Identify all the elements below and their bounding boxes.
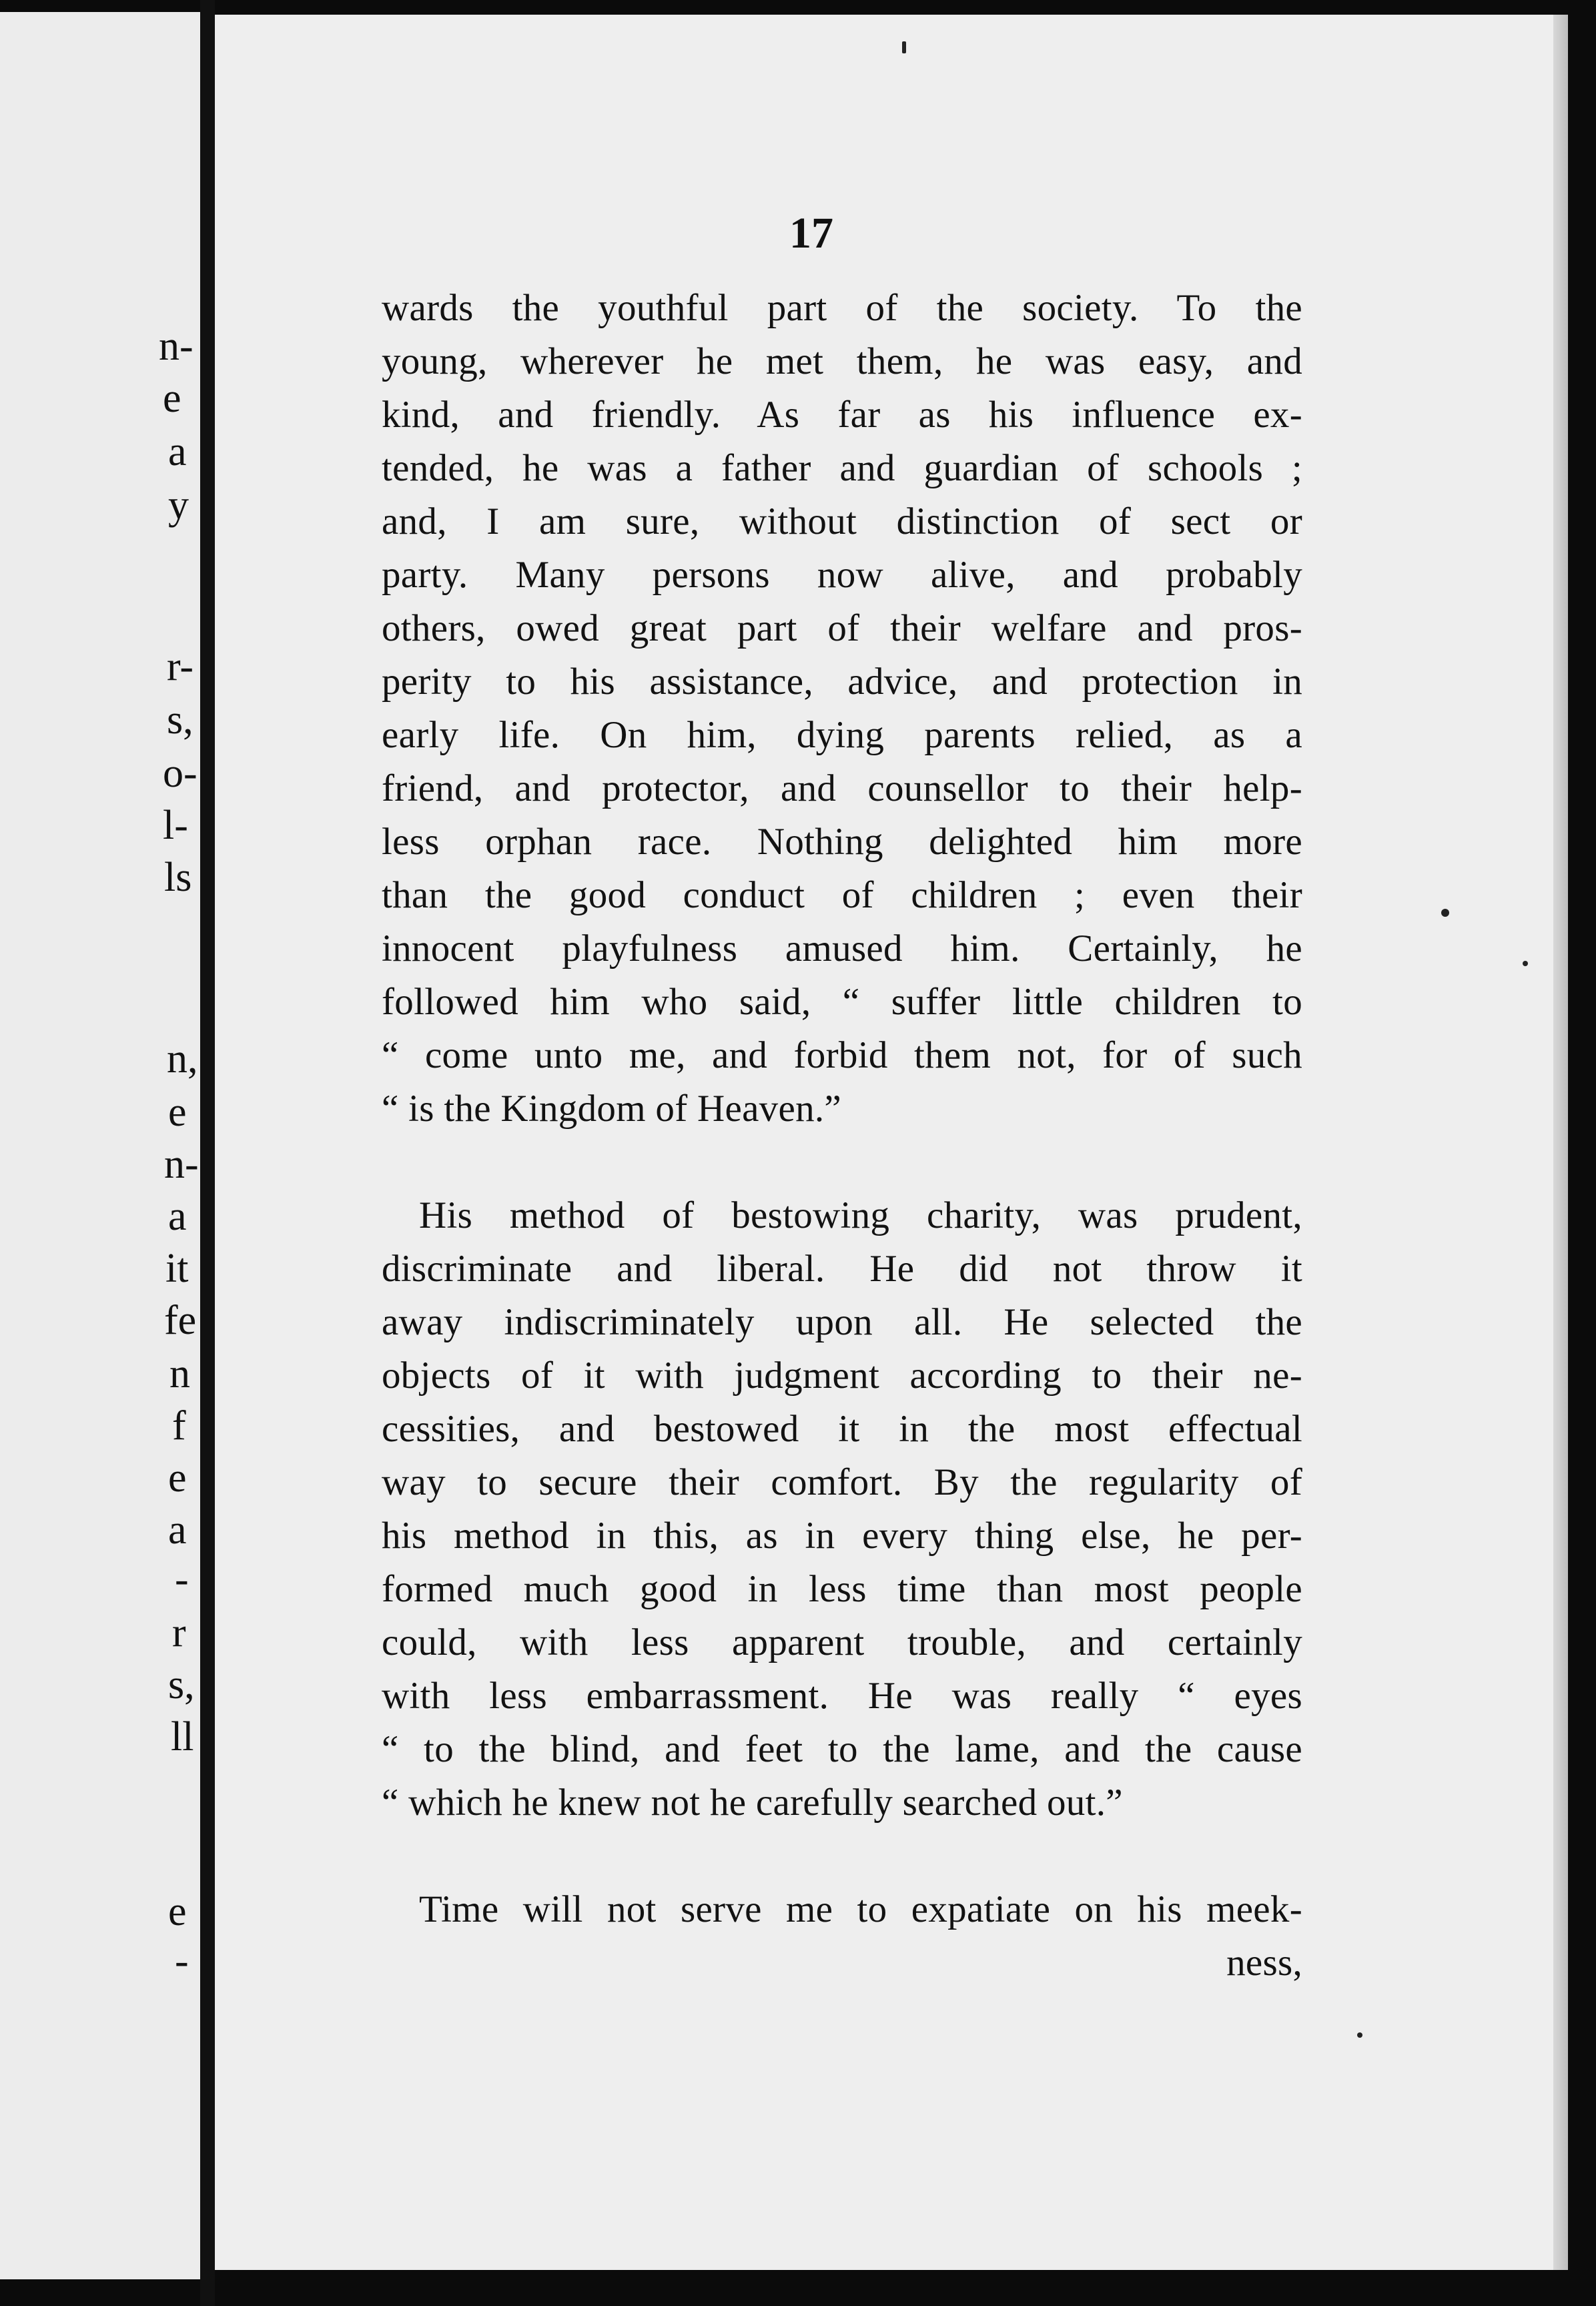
text-line: followed him who said, “ suffer little children to — [382, 981, 1302, 1023]
paragraph-gap — [382, 1136, 1302, 1189]
left-page-fragment: a — [168, 1194, 187, 1239]
left-page-fragment: - — [175, 1557, 189, 1602]
paragraph — [382, 282, 1302, 1136]
left-page-fragment: n- — [164, 1142, 199, 1187]
scan-speck — [902, 41, 906, 53]
paragraph-gap — [382, 1830, 1302, 1883]
book-page — [215, 15, 1568, 2270]
left-page-fragment: n- — [159, 324, 193, 369]
text-line: his method in this, as in every thing else, he per- — [382, 1515, 1302, 1557]
left-page-fragment: ls — [164, 855, 192, 900]
left-page-fragment: n, — [167, 1036, 198, 1082]
text-line: “ is the Kingdom of Heaven.” — [382, 1088, 842, 1130]
left-page-fragment: e — [168, 1090, 187, 1135]
page-body — [382, 282, 1302, 1990]
text-line: young, wherever he met them, he was easy, and — [382, 340, 1302, 382]
text-line: “ which he knew not he carefully searched out.” — [382, 1782, 1123, 1824]
text-line: wards the youthful part of the society. To the — [382, 287, 1302, 329]
text-line: less orphan race. Nothing delighted him more — [382, 821, 1302, 863]
left-page-fragment: f — [172, 1403, 186, 1449]
text-line: than the good conduct of children ; even their — [382, 874, 1302, 916]
left-page-fragment: s, — [167, 697, 193, 743]
text-line: early life. On him, dying parents relied, as a — [382, 714, 1302, 756]
binding-gutter — [200, 0, 215, 2306]
paragraph — [382, 1883, 1302, 1936]
text-line: innocent playfulness amused him. Certainly, he — [382, 927, 1302, 970]
text-line: could, with less apparent trouble, and certainly — [382, 1621, 1302, 1663]
text-line: objects of it with judgment according to their ne- — [382, 1355, 1302, 1397]
paragraph — [382, 1189, 1302, 1830]
catchword: ness, — [1226, 1942, 1302, 1984]
left-page-fragment: r — [172, 1610, 186, 1655]
text-line: tended, he was a father and guardian of schools ; — [382, 447, 1302, 489]
text-line: party. Many persons now alive, and probably — [382, 554, 1302, 596]
left-page-fragment: o- — [163, 751, 197, 796]
scan-speck — [1441, 909, 1449, 917]
text-line: discriminate and liberal. He did not throw it — [382, 1248, 1302, 1290]
text-line: and, I am sure, without distinction of sect or — [382, 500, 1302, 542]
left-page-fragment: y — [168, 482, 189, 528]
text-line: cessities, and bestowed it in the most effectual — [382, 1408, 1302, 1450]
text-line: formed much good in less time than most people — [382, 1568, 1302, 1610]
page-edge-shadow — [1553, 15, 1568, 2270]
left-page-fragment: a — [168, 1507, 187, 1553]
left-page-fragment: ll — [171, 1714, 194, 1760]
left-page-fragment: fe — [164, 1298, 197, 1343]
text-line: perity to his assistance, advice, and protection in — [382, 661, 1302, 703]
text-line: way to secure their comfort. By the regularity of — [382, 1461, 1302, 1503]
left-page-fragment: it — [165, 1246, 189, 1291]
left-page-strip — [0, 12, 200, 2279]
text-line: His method of bestowing charity, was prudent, — [419, 1194, 1302, 1236]
left-page-fragment: r- — [167, 644, 194, 689]
text-line: away indiscriminately upon all. He selected the — [382, 1301, 1302, 1343]
scan-speck — [1357, 2032, 1362, 2038]
text-line: friend, and protector, and counsellor to their help- — [382, 767, 1302, 809]
text-line: “ come unto me, and forbid them not, for of such — [382, 1034, 1302, 1076]
left-page-fragment: l- — [163, 803, 188, 848]
left-page-fragment: s, — [168, 1662, 195, 1707]
left-page-fragment: e — [163, 376, 181, 421]
scan-speck — [1523, 961, 1528, 966]
text-line: kind, and friendly. As far as his influence ex- — [382, 394, 1302, 436]
text-line: “ to the blind, and feet to the lame, and the cause — [382, 1728, 1302, 1770]
left-page-fragment: e — [168, 1889, 187, 1934]
left-page-fragment: e — [168, 1455, 187, 1501]
left-page-fragment: n — [169, 1351, 190, 1397]
left-page-fragment: a — [168, 429, 187, 474]
text-line: others, owed great part of their welfare and pros- — [382, 607, 1302, 649]
text-line: with less embarrassment. He was really “ eyes — [382, 1675, 1302, 1717]
text-line: Time will not serve me to expatiate on his meek- — [419, 1888, 1302, 1930]
left-page-fragment: - — [175, 1938, 189, 1984]
page-number: 17 — [789, 209, 833, 258]
